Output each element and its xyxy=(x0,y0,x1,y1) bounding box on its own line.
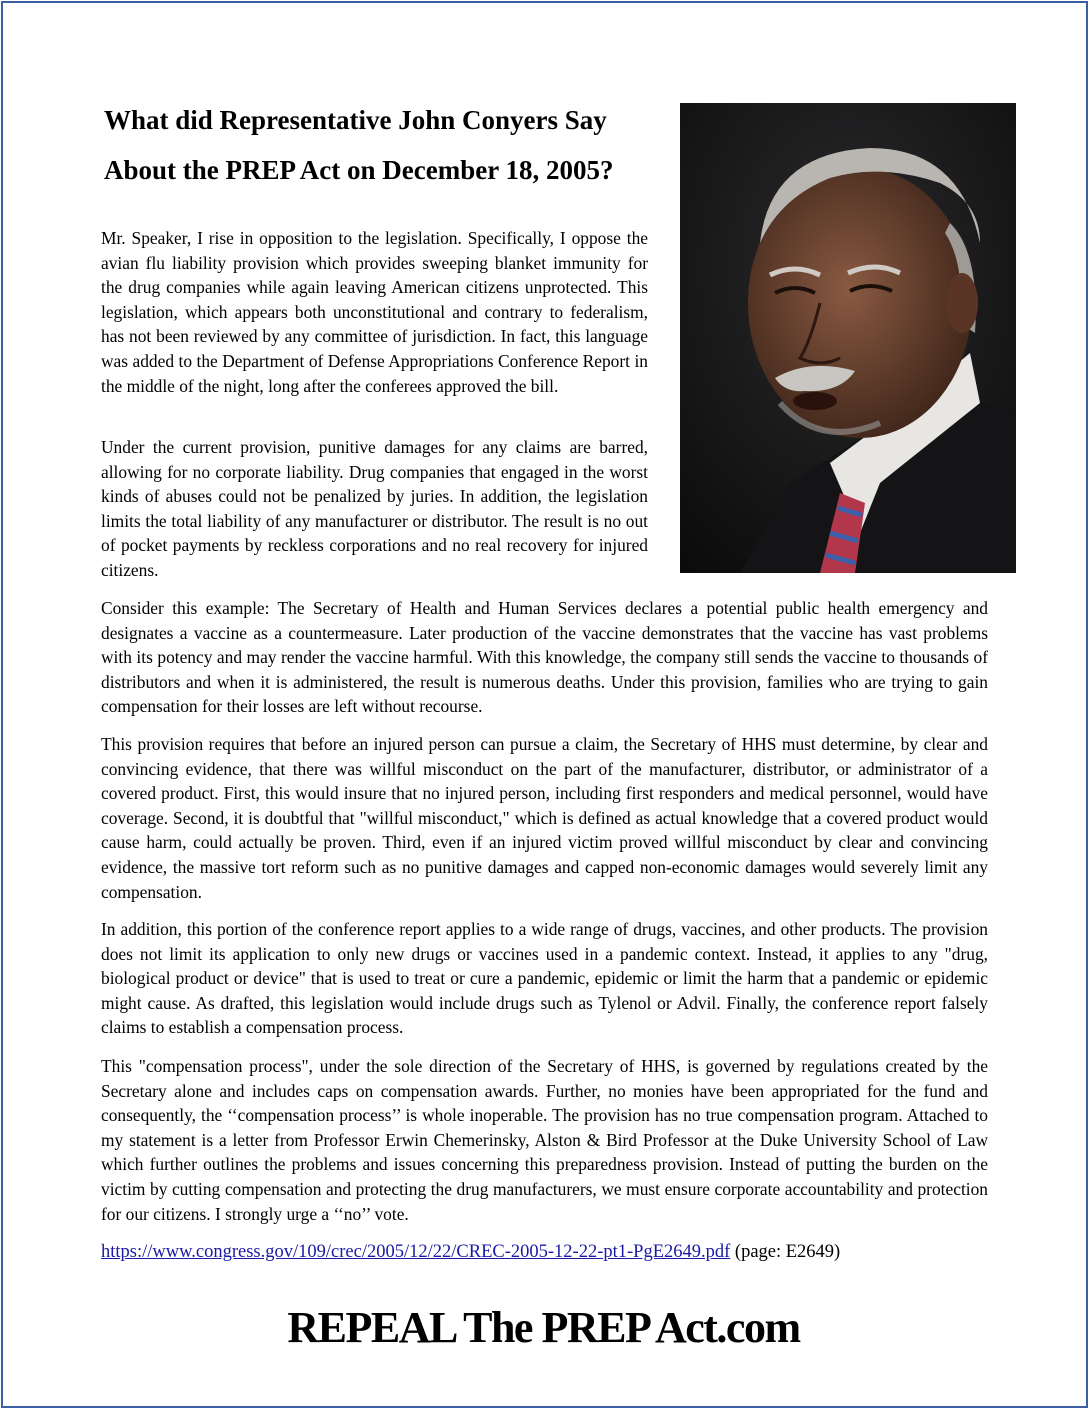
portrait-illustration xyxy=(680,103,1016,573)
title-line-1: What did Representative John Conyers Say xyxy=(104,105,607,135)
paragraph-5: In addition, this portion of the conference report applies to a wide range of drugs, vaccines, and other products. The provision does not limit its application to only new drugs or vaccines used in a pandemic context. Instead, it applies to any "drug, biological product or device" that is used to treat or cure a pandemic, epidemic or limit the harm that a pandemic or epidemic might cause. As drafted, this legislation would include drugs such as Tylenol or Advil. Finally, the conference report falsely claims to establish a compensation process. xyxy=(101,919,988,1038)
paragraph-6: This "compensation process", under the sole direction of the Secretary of HHS, is governed by regulations created by the Secretary alone and includes caps on compensation awards. Further, no monies have been appropriated for the fund and consequently, the ‘‘compensation process’’ is whole inoperable. The provision has no true compensation program. Attached to my statement is a letter from Professor Erwin Chemerinsky, Alston & Bird Professor at the Duke University School of Law which further outlines the problems and issues concerning this preparedness provision. Instead of putting the burden on the victim by cutting compensation and protecting the drug manufacturers, we must ensure corporate accountability and protection for our citizens. I strongly urge a ‘‘no’’ vote. xyxy=(101,1056,988,1224)
source-link[interactable]: https://www.congress.gov/109/crec/2005/12/22/CREC-2005-12-22-pt1-PgE2649.pdf xyxy=(101,1242,731,1262)
portrait-photo xyxy=(680,103,1016,573)
source-page-note: (page: E2649) xyxy=(734,1242,841,1262)
paragraph-3: Consider this example: The Secretary of Health and Human Services declares a potential public health emergency and designates a vaccine as a countermeasure. Later production of the vaccine demonstrates that the vaccine has vast problems with its potency and may render the vaccine harmful. With this knowledge, the company still sends the vaccine to thousands of distributors and when it is administered, the result is numerous deaths. Under this provision, families who are trying to gain compensation for their losses are left without recourse. xyxy=(101,598,988,717)
footer-banner: REPEAL The PREP Act.com xyxy=(287,1303,800,1352)
page-title xyxy=(104,95,664,195)
paragraph-2: Under the current provision, punitive damages for any claims are barred, allowing for no corporate liability. Drug companies that engaged in the worst kinds of abuses could not be penalized by juries. In addition, the legislation limits the total liability of any manufacturer or distributor. The result is no out of pocket payments by reckless corporations and no real recovery for injured citizens. xyxy=(101,437,648,580)
paragraph-4: This provision requires that before an injured person can pursue a claim, the Secretary of HHS must determine, by clear and convincing evidence, that there was willful misconduct on the part of the manufacturer, distributor, or administrator of a covered product. First, this would insure that no injured person, including first responders and medical personnel, would have coverage. Second, it is doubtful that "willful misconduct," which is defined as actual knowledge that a covered product would cause harm, could actually be proven. Third, even if an injured victim proved willful misconduct by clear and convincing evidence, the massive tort reform such as no punitive damages and capped non-economic damages would severely limit any compensation. xyxy=(101,734,988,902)
title-line-2: About the PREP Act on December 18, 2005? xyxy=(104,155,614,185)
source-citation xyxy=(101,1239,840,1265)
paragraph-1: Mr. Speaker, I rise in opposition to the legislation. Specifically, I oppose the avian flu liability provision which provides sweeping blanket immunity for the drug companies while again leaving American citizens unprotected. This legislation, which appears both unconstitutional and contrary to federalism, has not been reviewed by any committee of jurisdiction. In fact, this language was added to the Department of Defense Appropriations Conference Report in the middle of the night, long after the conferees approved the bill. xyxy=(101,228,648,396)
